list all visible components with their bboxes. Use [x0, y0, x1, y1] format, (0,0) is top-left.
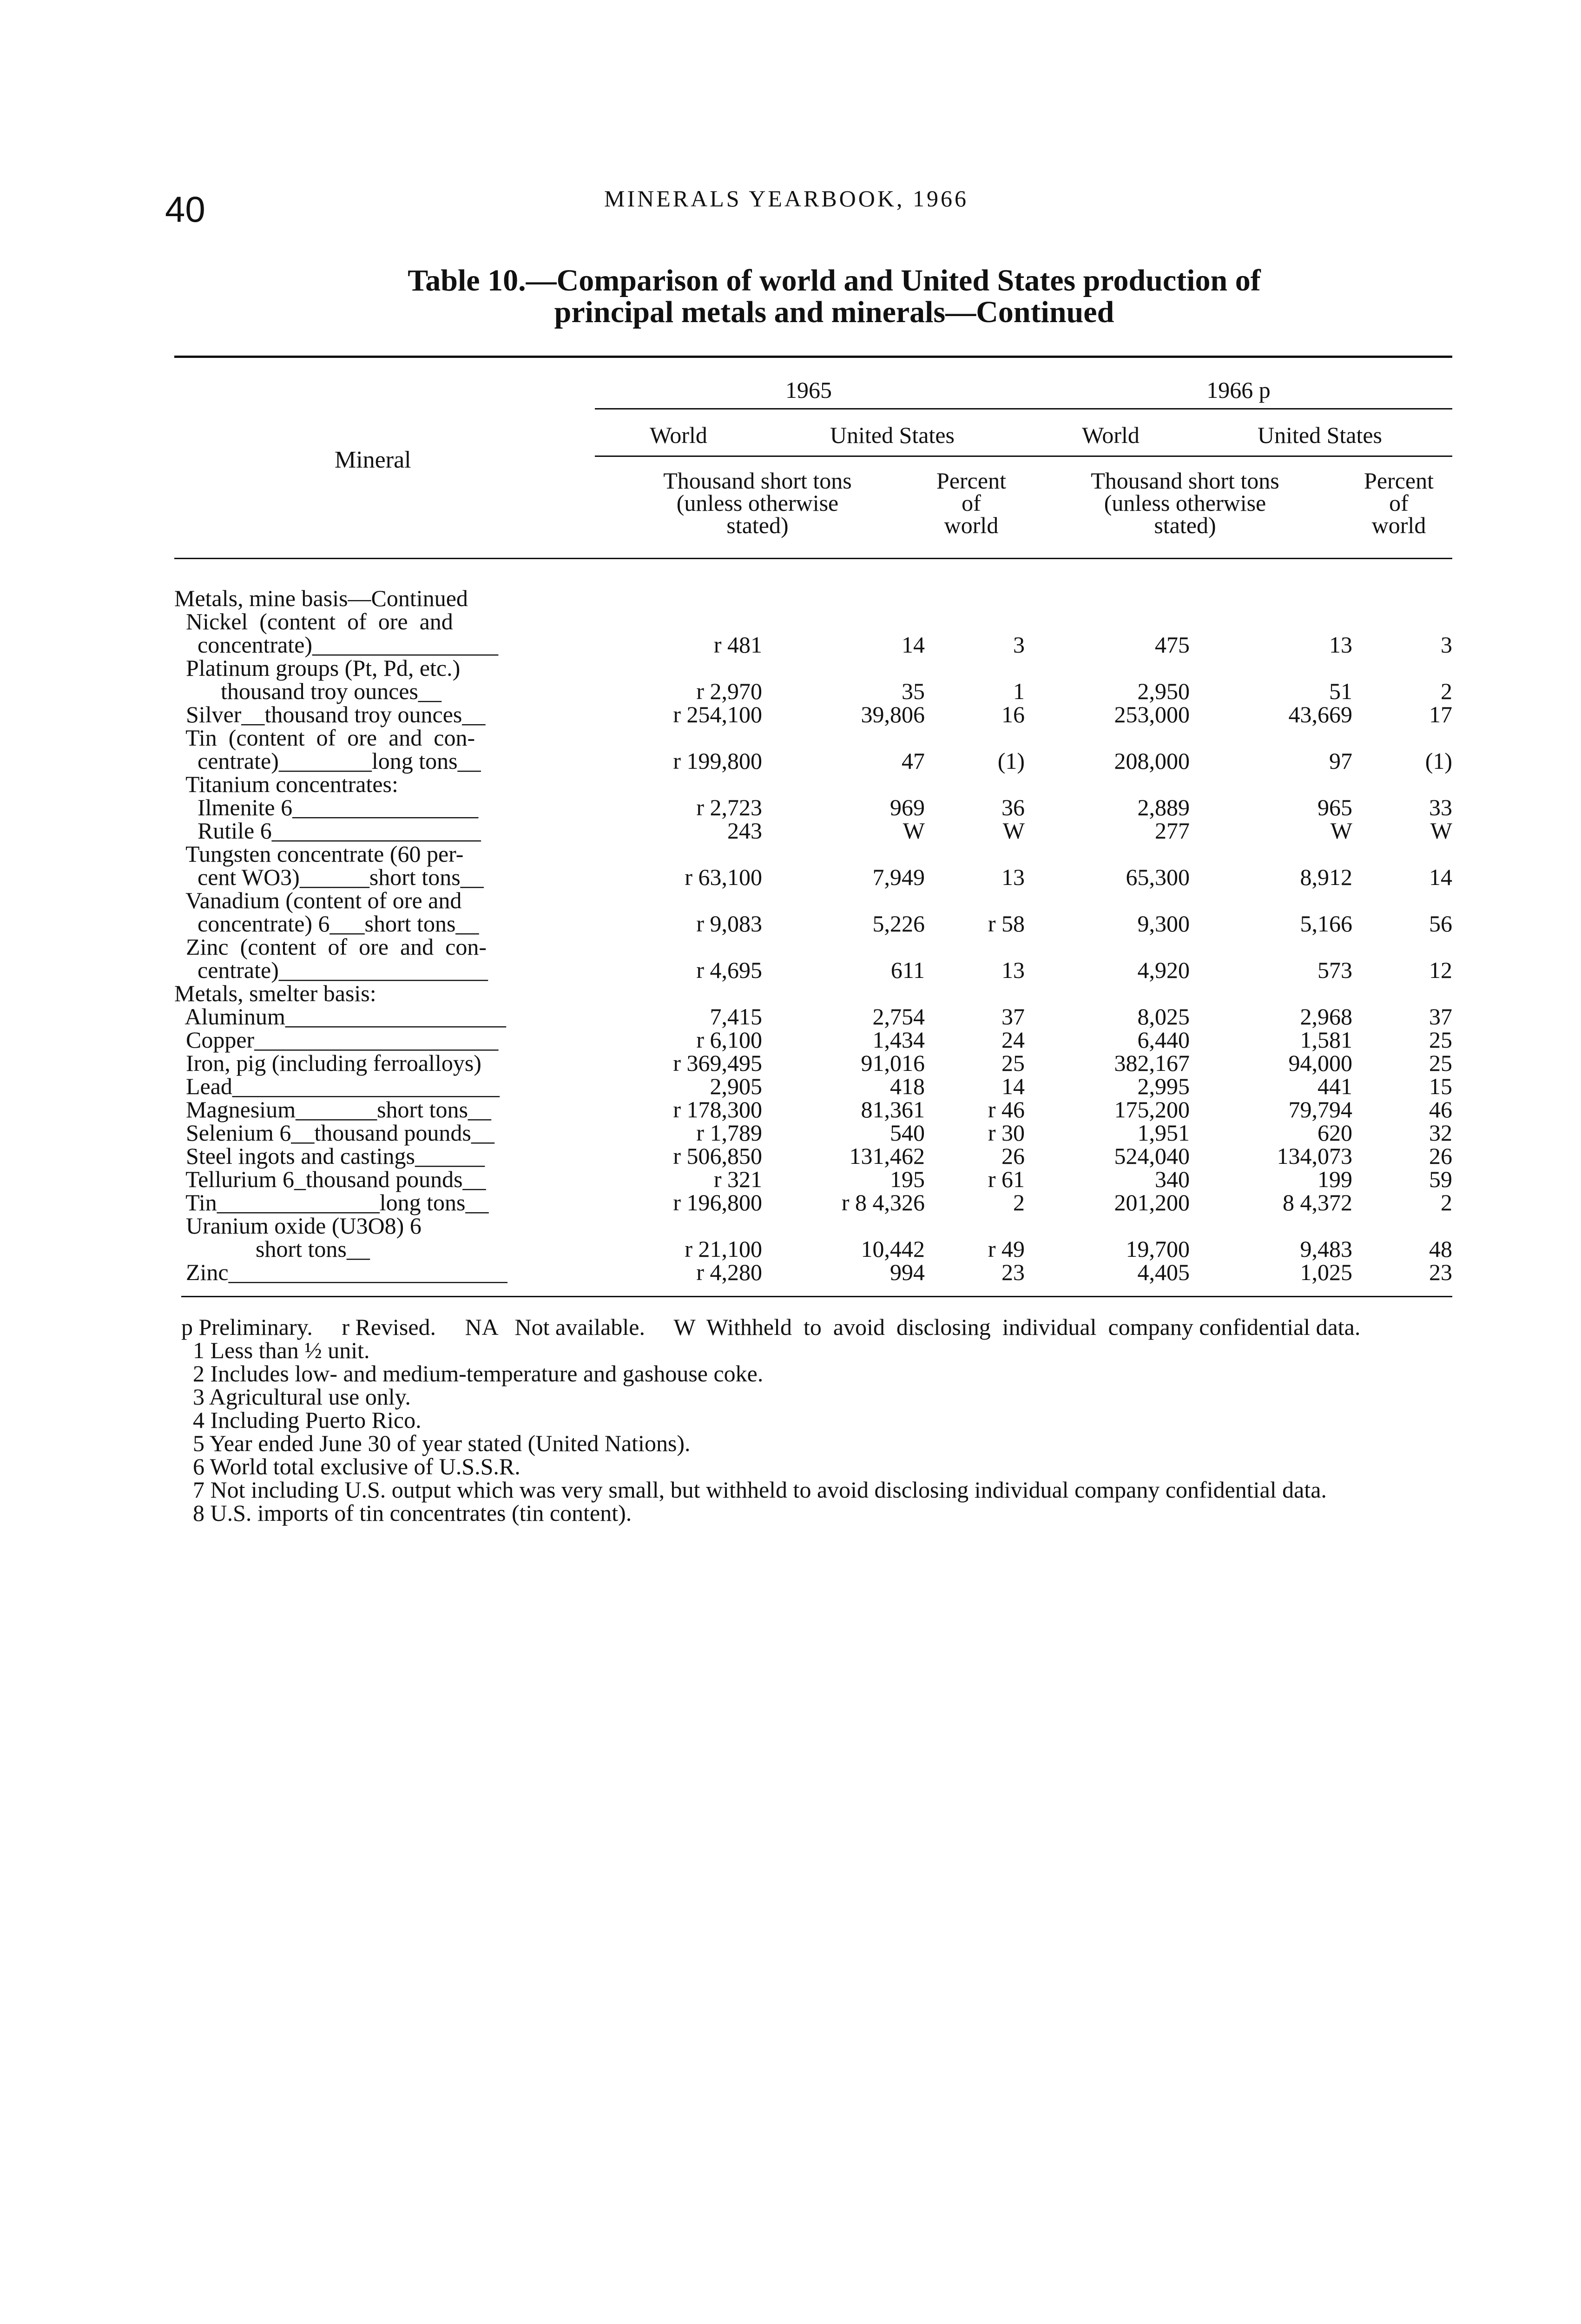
- footnote: 5 Year ended June 30 of year stated (United Nations).: [181, 1430, 691, 1456]
- us-1966-header: United States: [1257, 422, 1383, 448]
- footnotes: [181, 1315, 1464, 1525]
- row-label: Metals, smelter basis:: [174, 980, 376, 1006]
- table-cell: 5,166: [1300, 911, 1352, 937]
- table-cell: 26: [1429, 1143, 1452, 1169]
- row-label: Zinc________________________: [174, 1259, 507, 1285]
- table-cell: r 199,800: [673, 748, 762, 774]
- table-cell: 39,806: [861, 701, 925, 727]
- table-cell: 9,300: [1137, 911, 1190, 937]
- percent-line-3: world: [1371, 512, 1426, 538]
- table-cell: r 21,100: [685, 1236, 762, 1262]
- row-label: Platinum groups (Pt, Pd, etc.): [174, 655, 461, 681]
- row-label: Tungsten concentrate (60 per-: [174, 841, 464, 867]
- percent-1966-header: [1338, 469, 1459, 536]
- percent-line-1: Percent: [1364, 468, 1434, 494]
- table-cell: 65,300: [1126, 864, 1190, 890]
- table-cell: 199: [1318, 1166, 1352, 1192]
- table-cell: r 1,789: [696, 1120, 762, 1146]
- footnote: 8 U.S. imports of tin concentrates (tin content).: [181, 1500, 632, 1526]
- table-cell: 4,920: [1137, 957, 1190, 983]
- page-number: 40: [165, 189, 205, 230]
- table-cell: 1: [1013, 678, 1025, 704]
- percent-line-3: world: [944, 512, 999, 538]
- table-cell: 15: [1429, 1073, 1452, 1099]
- row-label: Aluminum___________________: [174, 1004, 506, 1030]
- table-cell: 965: [1318, 794, 1352, 820]
- table-cell: 14: [902, 632, 925, 658]
- table-cell: 37: [1001, 1004, 1025, 1030]
- table-cell: 5,226: [872, 911, 925, 937]
- row-label: Selenium 6__thousand pounds__: [174, 1120, 494, 1146]
- row-label: Tin (content of ore and con-: [174, 725, 475, 751]
- row-label: Tellurium 6_thousand pounds__: [174, 1166, 486, 1192]
- footnote: p Preliminary. r Revised. NA Not available. W Withheld to avoid disclosing individual company confidential data.: [181, 1314, 1361, 1340]
- mineral-column-header: Mineral: [335, 447, 411, 473]
- table-cell: 2,995: [1137, 1073, 1190, 1099]
- table-cell: 277: [1155, 818, 1190, 844]
- table-cell: 208,000: [1114, 748, 1190, 774]
- footnote: 7 Not including U.S. output which was very small, but withheld to avoid disclosing individual company confidential data.: [181, 1477, 1327, 1503]
- us-1965-header: United States: [830, 422, 955, 448]
- table-cell: r 6,100: [696, 1027, 762, 1053]
- table-cell: 1,025: [1300, 1259, 1352, 1285]
- table-cell: 17: [1429, 701, 1452, 727]
- percent-line-2: of: [962, 490, 981, 516]
- row-label: Steel ingots and castings______: [174, 1143, 485, 1169]
- table-cell: 340: [1155, 1166, 1190, 1192]
- table-cell: 2,754: [872, 1004, 925, 1030]
- table-cell: 134,073: [1277, 1143, 1352, 1169]
- table-cell: W: [1002, 818, 1025, 844]
- unit-line-3: stated): [1154, 512, 1216, 538]
- table-cell: 37: [1429, 1004, 1452, 1030]
- table-cell: 94,000: [1288, 1050, 1352, 1076]
- year-1965-header: 1965: [785, 377, 832, 403]
- table-cell: 2: [1441, 678, 1452, 704]
- table-cell: 32: [1429, 1120, 1452, 1146]
- unit-line-2: (unless otherwise: [676, 490, 839, 516]
- table-cell: 195: [890, 1166, 925, 1192]
- table-cell: 2: [1013, 1189, 1025, 1215]
- unit-line-2: (unless otherwise: [1104, 490, 1266, 516]
- table-cell: 611: [890, 957, 925, 983]
- table-cell: 59: [1429, 1166, 1452, 1192]
- table-cell: 14: [1429, 864, 1452, 890]
- percent-line-2: of: [1389, 490, 1409, 516]
- table-cell: r 2,723: [696, 794, 762, 820]
- footnote: 1 Less than ½ unit.: [181, 1337, 370, 1363]
- table-cell: W: [902, 818, 925, 844]
- percent-1965-header: [911, 469, 1032, 536]
- table-cell: (1): [1425, 748, 1452, 774]
- row-label: Ilmenite 6________________: [174, 794, 479, 820]
- table-cell: r 61: [988, 1166, 1025, 1192]
- row-label: Copper_____________________: [174, 1027, 499, 1053]
- table-title: [369, 265, 1299, 328]
- table-cell: 10,442: [861, 1236, 925, 1262]
- year-rule: [595, 408, 1452, 409]
- unit-1966-header: [1041, 469, 1329, 536]
- table-cell: 97: [1329, 748, 1352, 774]
- table-cell: 6,440: [1137, 1027, 1190, 1053]
- row-label: centrate)________long tons__: [174, 748, 481, 774]
- table-cell: 475: [1155, 632, 1190, 658]
- table-cell: r 506,850: [673, 1143, 762, 1169]
- table-cell: 969: [890, 794, 925, 820]
- running-head: MINERALS YEARBOOK, 1966: [604, 185, 968, 211]
- table-cell: 91,016: [861, 1050, 925, 1076]
- table-cell: 47: [902, 748, 925, 774]
- table-cell: 2,889: [1137, 794, 1190, 820]
- table-cell: (1): [997, 748, 1025, 774]
- table-cell: 8,025: [1137, 1004, 1190, 1030]
- table-cell: r 321: [713, 1166, 762, 1192]
- table-cell: r 178,300: [673, 1096, 762, 1122]
- table-cell: r 49: [988, 1236, 1025, 1262]
- table-cell: 620: [1318, 1120, 1352, 1146]
- table-cell: r 4,280: [696, 1259, 762, 1285]
- table-cell: 8,912: [1300, 864, 1352, 890]
- table-cell: 243: [727, 818, 762, 844]
- row-label: Magnesium_______short tons__: [174, 1096, 491, 1122]
- row-label: Metals, mine basis—Continued: [174, 585, 468, 611]
- table-cell: r 58: [988, 911, 1025, 937]
- table-cell: 35: [902, 678, 925, 704]
- table-cell: W: [1330, 818, 1352, 844]
- table-cell: 994: [890, 1259, 925, 1285]
- footnote: 4 Including Puerto Rico.: [181, 1407, 422, 1433]
- table-cell: 43,669: [1288, 701, 1352, 727]
- table-cell: 46: [1429, 1096, 1452, 1122]
- table-cell: 79,794: [1288, 1096, 1352, 1122]
- footnote: 2 Includes low- and medium-temperature and gashouse coke.: [181, 1360, 764, 1386]
- unit-line-3: stated): [726, 512, 789, 538]
- table-cell: 13: [1329, 632, 1352, 658]
- table-cell: 2: [1441, 1189, 1452, 1215]
- percent-line-1: Percent: [936, 468, 1006, 494]
- row-label: Lead_______________________: [174, 1073, 500, 1099]
- table-cell: 7,415: [710, 1004, 762, 1030]
- table-cell: 25: [1001, 1050, 1025, 1076]
- table-cell: 382,167: [1114, 1050, 1190, 1076]
- table-cell: 25: [1429, 1050, 1452, 1076]
- table-cell: 12: [1429, 957, 1452, 983]
- table-cell: 1,951: [1137, 1120, 1190, 1146]
- table-cell: 81,361: [861, 1096, 925, 1122]
- table-top-rule: [174, 356, 1452, 358]
- table-cell: 175,200: [1114, 1096, 1190, 1122]
- table-cell: 23: [1001, 1259, 1025, 1285]
- row-label: Iron, pig (including ferroalloys): [174, 1050, 481, 1076]
- table-title-line-1: Table 10.—Comparison of world and United States production of: [408, 264, 1261, 297]
- footnote: 6 World total exclusive of U.S.S.R.: [181, 1453, 520, 1479]
- table-cell: 3: [1441, 632, 1452, 658]
- table-cell: 4,405: [1137, 1259, 1190, 1285]
- table-title-line-2: principal metals and minerals—Continued: [554, 295, 1114, 329]
- table-cell: r 2,970: [696, 678, 762, 704]
- table-cell: r 46: [988, 1096, 1025, 1122]
- table-cell: 2,968: [1300, 1004, 1352, 1030]
- table-cell: 19,700: [1126, 1236, 1190, 1262]
- table-cell: r 369,495: [673, 1050, 762, 1076]
- table-cell: r 30: [988, 1120, 1025, 1146]
- table-cell: 418: [890, 1073, 925, 1099]
- footnote: 3 Agricultural use only.: [181, 1384, 411, 1410]
- table-cell: 2,950: [1137, 678, 1190, 704]
- table-cell: 9,483: [1300, 1236, 1352, 1262]
- table-cell: W: [1430, 818, 1452, 844]
- table-cell: 51: [1329, 678, 1352, 704]
- table-cell: 33: [1429, 794, 1452, 820]
- table-cell: 56: [1429, 911, 1452, 937]
- row-label: centrate)__________________: [174, 957, 488, 983]
- year-1966-header: 1966 p: [1206, 377, 1271, 403]
- unit-line-1: Thousand short tons: [1091, 468, 1279, 494]
- table-cell: 1,434: [872, 1027, 925, 1053]
- table-cell: 540: [890, 1120, 925, 1146]
- subhead-rule: [595, 456, 1452, 457]
- row-label: concentrate)________________: [174, 632, 499, 658]
- row-label: Silver__thousand troy ounces__: [174, 701, 486, 727]
- table-cell: 441: [1318, 1073, 1352, 1099]
- row-label: Vanadium (content of ore and: [174, 887, 462, 913]
- table-cell: 14: [1001, 1073, 1025, 1099]
- table-cell: 8 4,372: [1283, 1189, 1352, 1215]
- table-cell: r 196,800: [673, 1189, 762, 1215]
- table-cell: 13: [1001, 864, 1025, 890]
- table-cell: 24: [1001, 1027, 1025, 1053]
- row-label: Tin______________long tons__: [174, 1189, 489, 1215]
- table-cell: r 254,100: [673, 701, 762, 727]
- table-cell: 253,000: [1114, 701, 1190, 727]
- unit-1965-header: [618, 469, 897, 536]
- table-cell: 16: [1001, 701, 1025, 727]
- table-cell: 48: [1429, 1236, 1452, 1262]
- table-cell: 524,040: [1114, 1143, 1190, 1169]
- row-label: short tons__: [174, 1236, 370, 1262]
- row-label: concentrate) 6___short tons__: [174, 911, 479, 937]
- row-label: Titanium concentrates:: [174, 771, 398, 797]
- table-cell: 13: [1001, 957, 1025, 983]
- header-bottom-rule: [174, 558, 1452, 559]
- table-cell: 7,949: [872, 864, 925, 890]
- table-cell: r 481: [713, 632, 762, 658]
- table-cell: r 8 4,326: [841, 1189, 925, 1215]
- row-label: Nickel (content of ore and: [174, 608, 453, 634]
- table-cell: 131,462: [849, 1143, 925, 1169]
- row-label: thousand troy ounces__: [174, 678, 441, 704]
- table-cell: 36: [1001, 794, 1025, 820]
- table-cell: r 63,100: [685, 864, 762, 890]
- row-label: Zinc (content of ore and con-: [174, 934, 487, 960]
- table-cell: 23: [1429, 1259, 1452, 1285]
- world-1965-header: World: [650, 422, 707, 448]
- table-cell: r 4,695: [696, 957, 762, 983]
- unit-line-1: Thousand short tons: [663, 468, 852, 494]
- table-cell: r 9,083: [696, 911, 762, 937]
- table-cell: 573: [1318, 957, 1352, 983]
- row-label: Uranium oxide (U3O8) 6: [174, 1213, 422, 1239]
- world-1966-header: World: [1082, 422, 1140, 448]
- table-bottom-rule: [181, 1296, 1452, 1297]
- row-label: Rutile 6__________________: [174, 818, 481, 844]
- table-cell: 201,200: [1114, 1189, 1190, 1215]
- table-cell: 1,581: [1300, 1027, 1352, 1053]
- table-cell: 3: [1013, 632, 1025, 658]
- table-cell: 26: [1001, 1143, 1025, 1169]
- row-label: cent WO3)______short tons__: [174, 864, 484, 890]
- table-cell: 2,905: [710, 1073, 762, 1099]
- table-cell: 25: [1429, 1027, 1452, 1053]
